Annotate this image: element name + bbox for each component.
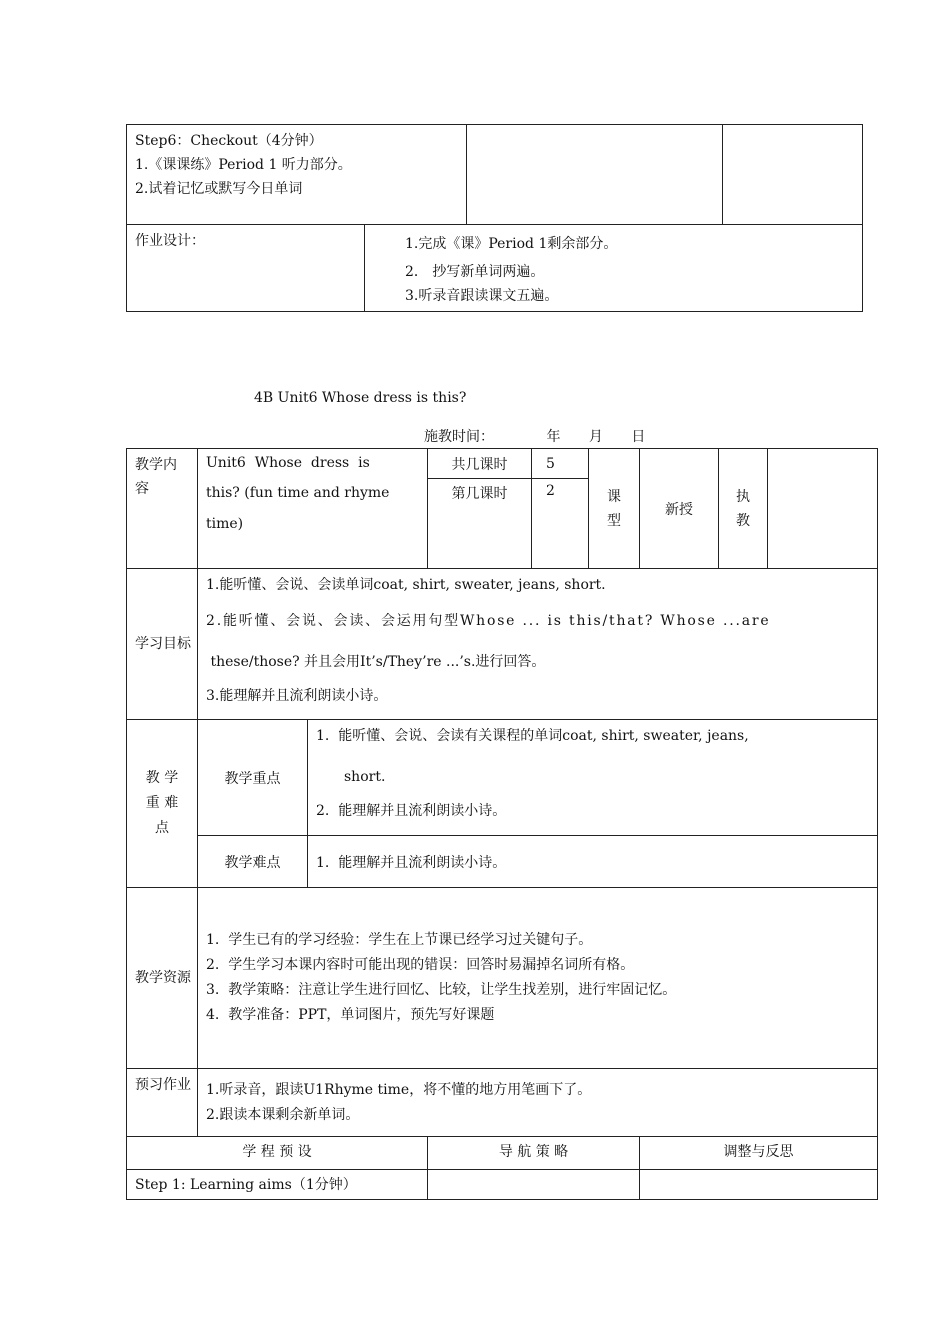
table-top [126, 124, 863, 312]
process-header-plan: 学 程 预 设 [242, 1144, 312, 1160]
total-lessons-value-cell [532, 449, 589, 479]
focus-content-cell [308, 720, 878, 836]
resource-item-1: 1. 学生已有的学习经验：学生在上节课已经学习过关键句子。 [206, 932, 593, 948]
focus-label-cell [198, 720, 308, 836]
process-header-col-1 [127, 1137, 428, 1170]
preview-content-cell [198, 1069, 878, 1137]
nth-lesson-label-cell [428, 479, 532, 569]
lesson-type-label: 课型 [607, 488, 621, 529]
preview-label: 预习作业 [135, 1077, 191, 1093]
difficulty-content-cell [308, 836, 878, 888]
goals-label-cell [127, 569, 198, 720]
content-text-line-3: time) [206, 516, 244, 532]
step1-reflection-cell [640, 1170, 878, 1200]
resources-label: 教学资源 [135, 970, 191, 986]
difficulty-label: 教学难点 [224, 854, 281, 871]
date-month: 月 [588, 429, 603, 445]
difficulty-item-1: 1. 能理解并且流利朗读小诗。 [316, 854, 507, 871]
step1-strategy-cell [428, 1170, 640, 1200]
homework-item-1: 1.完成《课》Period 1剩余部分。 [405, 236, 618, 252]
step6-strategy-cell [467, 125, 723, 225]
step6-item-1: 1.《课课练》Period 1 听力部分。 [135, 157, 352, 173]
key-points-label: 教 学 重 难 点 [145, 770, 179, 836]
date-label: 施教时间： [424, 429, 494, 445]
resources-label-cell [127, 888, 198, 1069]
process-header-col-3 [640, 1137, 878, 1170]
nth-lesson-value-cell [532, 479, 589, 569]
goals-content-cell [198, 569, 878, 720]
process-header-reflection: 调整与反思 [723, 1144, 794, 1160]
teacher-name-cell [768, 449, 878, 569]
preview-item-1: 1.听录音，跟读U1Rhyme time，将不懂的地方用笔画下了。 [206, 1081, 592, 1098]
goal-item-1: 1.能听懂、会说、会读单词coat, shirt, sweater, jeans, short. [206, 577, 606, 593]
goals-label: 学习目标 [135, 636, 191, 652]
process-header-strategy: 导 航 策 略 [498, 1144, 569, 1160]
step6-reflection-cell [723, 125, 863, 225]
step6-cell [127, 125, 467, 225]
date-year: 年 [546, 429, 561, 445]
content-text-cell [198, 449, 428, 569]
preview-label-cell [127, 1069, 198, 1137]
goal-item-2-line-2: these/those? 并且会用It’s/They’re ...’s.进行回答。 [206, 654, 546, 670]
date-day: 日 [631, 429, 646, 445]
homework-label: 作业设计： [135, 233, 205, 249]
total-lessons-label-cell [428, 449, 532, 479]
focus-label: 教学重点 [224, 770, 281, 787]
focus-item-1-line-2: short. [344, 769, 386, 785]
preview-item-2: 2.跟读本课剩余新单词。 [206, 1106, 360, 1123]
lesson-type-label-cell [589, 449, 640, 569]
lesson-title: 4B Unit6 Whose dress is this? [254, 390, 467, 406]
teacher-label-cell [719, 449, 768, 569]
lesson-type-value-cell [640, 449, 719, 569]
content-text-line-1: Unit6 Whose dress is [206, 455, 370, 471]
goal-item-2-line-1: 2.能听懂、会说、会读、会运用句型Whose ... is this/that? Whose ...are [206, 613, 771, 629]
step6-item-2: 2.试着记忆或默写今日单词 [135, 181, 303, 197]
focus-item-1-line-1: 1. 能听懂、会说、会读有关课程的单词coat, shirt, sweater, jeans, [316, 728, 749, 744]
lesson-plan-table [126, 448, 878, 1200]
resources-content-cell [198, 888, 878, 1069]
homework-label-cell [127, 225, 365, 312]
content-text-line-2: this? (fun time and rhyme [206, 485, 390, 501]
resource-item-2: 2. 学生学习本课内容时可能出现的错误：回答时易漏掉名词所有格。 [206, 957, 635, 973]
lesson-type-value: 新授 [665, 501, 693, 518]
nth-lesson-value: 2 [546, 483, 555, 499]
total-lessons-label: 共几课时 [451, 456, 508, 473]
key-points-label-cell [127, 720, 198, 888]
step6-title: Step6：Checkout（4分钟） [135, 133, 323, 149]
date-line [424, 426, 645, 446]
resource-item-3: 3. 教学策略：注意让学生进行回忆、比较，让学生找差别，进行牢固记忆。 [206, 982, 677, 998]
content-label: 教学内容 [135, 457, 177, 497]
total-lessons-value: 5 [546, 455, 555, 472]
step1-title: Step 1: Learning aims（1分钟） [135, 1177, 357, 1193]
homework-item-2: 2． 抄写新单词两遍。 [405, 264, 545, 280]
process-header-col-2 [428, 1137, 640, 1170]
teacher-label: 执教 [736, 488, 750, 529]
step1-cell [127, 1170, 428, 1200]
homework-item-3: 3.听录音跟读课文五遍。 [405, 288, 559, 304]
goal-item-3: 3.能理解并且流利朗读小诗。 [206, 688, 388, 704]
difficulty-label-cell [198, 836, 308, 888]
content-label-cell [127, 449, 198, 569]
homework-content-cell [365, 225, 863, 312]
resource-item-4: 4. 教学准备：PPT，单词图片，预先写好课题 [206, 1007, 495, 1023]
focus-item-2: 2. 能理解并且流利朗读小诗。 [316, 803, 507, 819]
nth-lesson-label: 第几课时 [451, 486, 508, 502]
